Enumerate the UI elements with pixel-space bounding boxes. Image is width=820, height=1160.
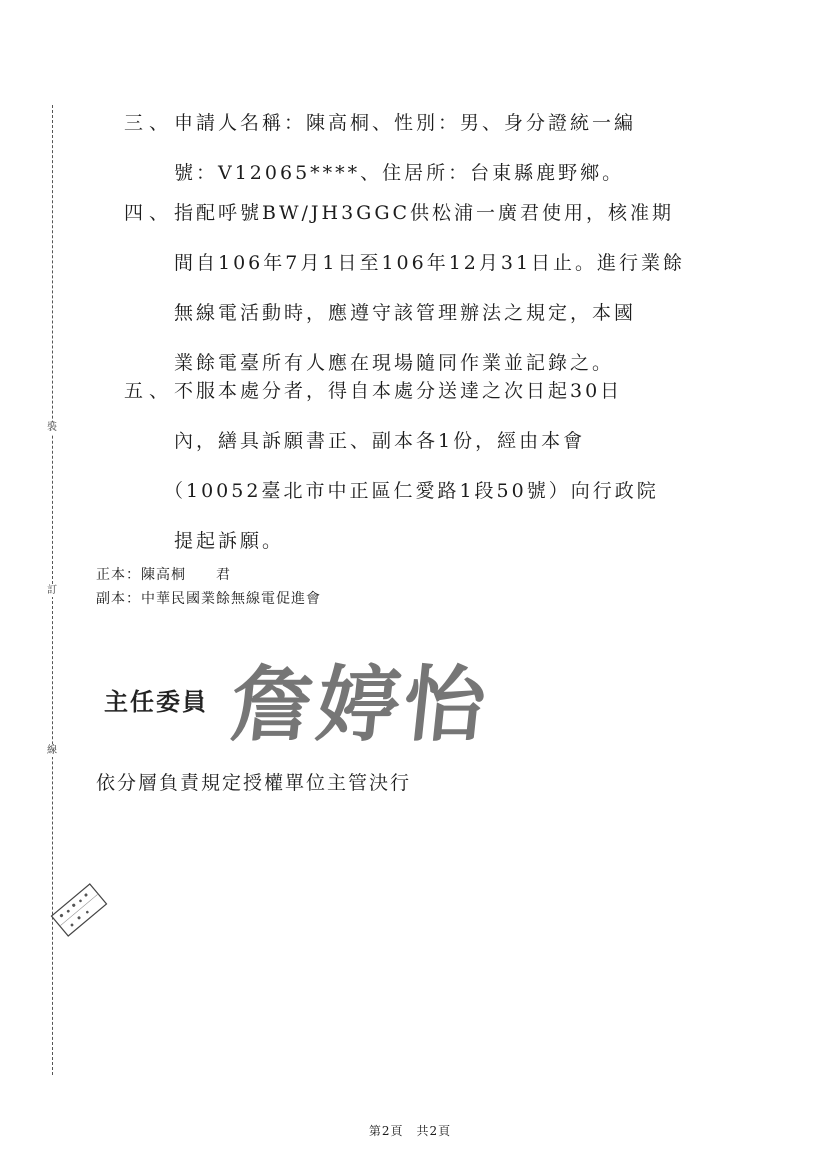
binding-mark-xian: 線 — [47, 745, 57, 756]
item-five — [124, 366, 724, 566]
binding-mark-ding: 訂 — [47, 585, 57, 596]
copies-block — [96, 563, 321, 611]
item-number: 三、 — [124, 112, 175, 134]
duplicate-copy: 副本：中華民國業餘無線電促進會 — [96, 591, 321, 607]
item-line: 提起訴願。 — [174, 530, 285, 552]
item-line: 不服本處分者，得自本處分送達之次日起30日 — [174, 380, 623, 402]
approval-stamp-icon — [44, 875, 114, 945]
item-line: 指配呼號BW/JH3GGC供松浦一廣君使用，核准期 — [174, 202, 675, 224]
signature-name: 詹婷怡 — [226, 657, 495, 753]
item-line: 內，繕具訴願書正、副本各1份，經由本會 — [174, 430, 586, 452]
original-copy: 正本：陳高桐 君 — [96, 567, 231, 583]
item-line: （10052臺北市中正區仁愛路1段50號）向行政院 — [164, 480, 659, 502]
item-number: 五、 — [124, 380, 175, 402]
item-line: 間自106年7月1日至106年12月31日止。進行業餘 — [174, 252, 686, 274]
authorization-note: 依分層負責規定授權單位主管決行 — [96, 772, 412, 794]
binding-mark-zhuang: 裝 — [47, 422, 57, 433]
committee-title: 主任委員 — [104, 687, 208, 716]
item-line: 號：V12065****、住居所：台東縣鹿野鄉。 — [174, 162, 625, 184]
item-three — [124, 98, 724, 198]
item-line: 業餘電臺所有人應在現場隨同作業並記錄之。 — [174, 352, 615, 374]
item-line: 申請人名稱：陳高桐、性別：男、身分證統一編 — [174, 112, 637, 134]
item-line: 無線電活動時，應遵守該管理辦法之規定，本國 — [174, 302, 637, 324]
item-number: 四、 — [124, 202, 175, 224]
page-footer: 第2頁 共2頁 — [368, 1124, 452, 1138]
item-four — [124, 188, 724, 388]
